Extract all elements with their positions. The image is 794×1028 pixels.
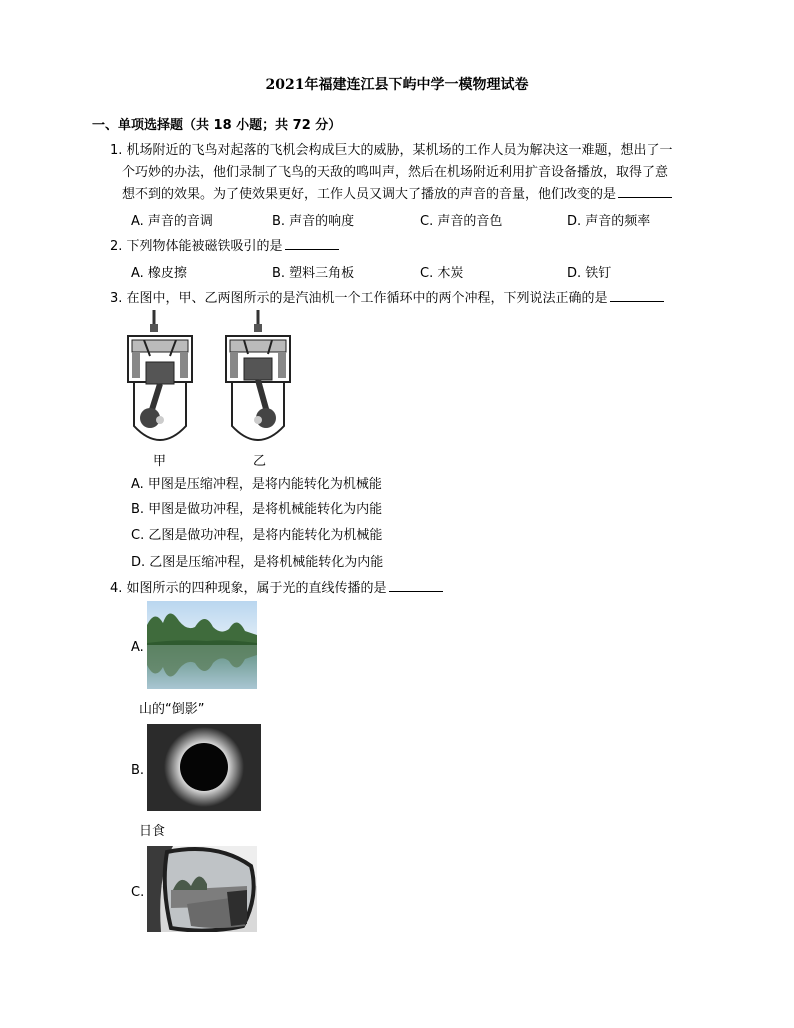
option-b[interactable]: B. 甲图是做功冲程，是将机械能转化为内能 — [131, 502, 383, 517]
question-4 — [110, 578, 443, 600]
option-d[interactable]: D. 铁钉 — [567, 266, 612, 281]
engine-diagram-yi — [218, 308, 298, 448]
question-3-stem: 3. 在图中，甲、乙两图所示的是汽油机一个工作循环中的两个冲程，下列说法正确的是 — [110, 291, 608, 306]
question-1-line-3-text: 想不到的效果。为了使效果更好，工作人员又调大了播放的声音的音量，他们改变的是 — [122, 187, 617, 202]
option-a[interactable]: A. 声音的音调 — [131, 214, 213, 229]
question-4-stem: 4. 如图所示的四种现象，属于光的直线传播的是 — [110, 581, 387, 596]
option-a-caption: 山的“倒影” — [139, 702, 205, 717]
answer-blank — [389, 578, 443, 592]
option-a[interactable]: A. 甲图是压缩冲程，是将内能转化为机械能 — [131, 477, 382, 492]
question-1-line-2: 个巧妙的办法，他们录制了飞鸟的天敌的鸣叫声，然后在机场附近利用扩音设备播放，取得了意 — [122, 165, 669, 180]
question-2-stem: 2. 下列物体能被磁铁吸引的是 — [110, 239, 283, 254]
figure-label-yi: 乙 — [253, 454, 267, 469]
question-3 — [110, 288, 664, 310]
car-side-mirror-image — [147, 846, 257, 932]
mountain-reflection-image — [147, 601, 257, 689]
question-1-line-1: 1. 机场附近的飞鸟对起落的飞机会构成巨大的威胁，某机场的工作人员为解决这一难题，想出了一 — [110, 143, 673, 158]
option-b-caption: 日食 — [139, 824, 166, 839]
section-heading: 一、单项选择题（共 18 小题；共 72 分） — [92, 118, 342, 133]
question-2 — [110, 236, 339, 258]
option-d[interactable]: D. 乙图是压缩冲程，是将机械能转化为内能 — [131, 555, 384, 570]
option-a[interactable]: A. 橡皮擦 — [131, 266, 187, 281]
answer-blank — [618, 184, 672, 198]
figure-label-jia: 甲 — [153, 454, 167, 469]
page-title: 2021年福建连江县下屿中学一模物理试卷 — [265, 77, 529, 93]
option-c-letter[interactable]: C. — [131, 885, 145, 900]
engine-diagram-jia — [120, 308, 200, 448]
question-1 — [110, 140, 710, 206]
option-c[interactable]: C. 乙图是做功冲程，是将内能转化为机械能 — [131, 528, 383, 543]
option-d[interactable]: D. 声音的频率 — [567, 214, 651, 229]
answer-blank — [610, 288, 664, 302]
option-c[interactable]: C. 木炭 — [420, 266, 464, 281]
question-1-line-3 — [110, 184, 710, 206]
option-c[interactable]: C. 声音的音色 — [420, 214, 503, 229]
answer-blank — [285, 236, 339, 250]
option-b[interactable]: B. 声音的响度 — [272, 214, 355, 229]
solar-eclipse-image — [147, 724, 261, 811]
option-b-letter[interactable]: B. — [131, 763, 145, 778]
option-b[interactable]: B. 塑料三角板 — [272, 266, 355, 281]
option-a-letter[interactable]: A. — [131, 640, 144, 655]
